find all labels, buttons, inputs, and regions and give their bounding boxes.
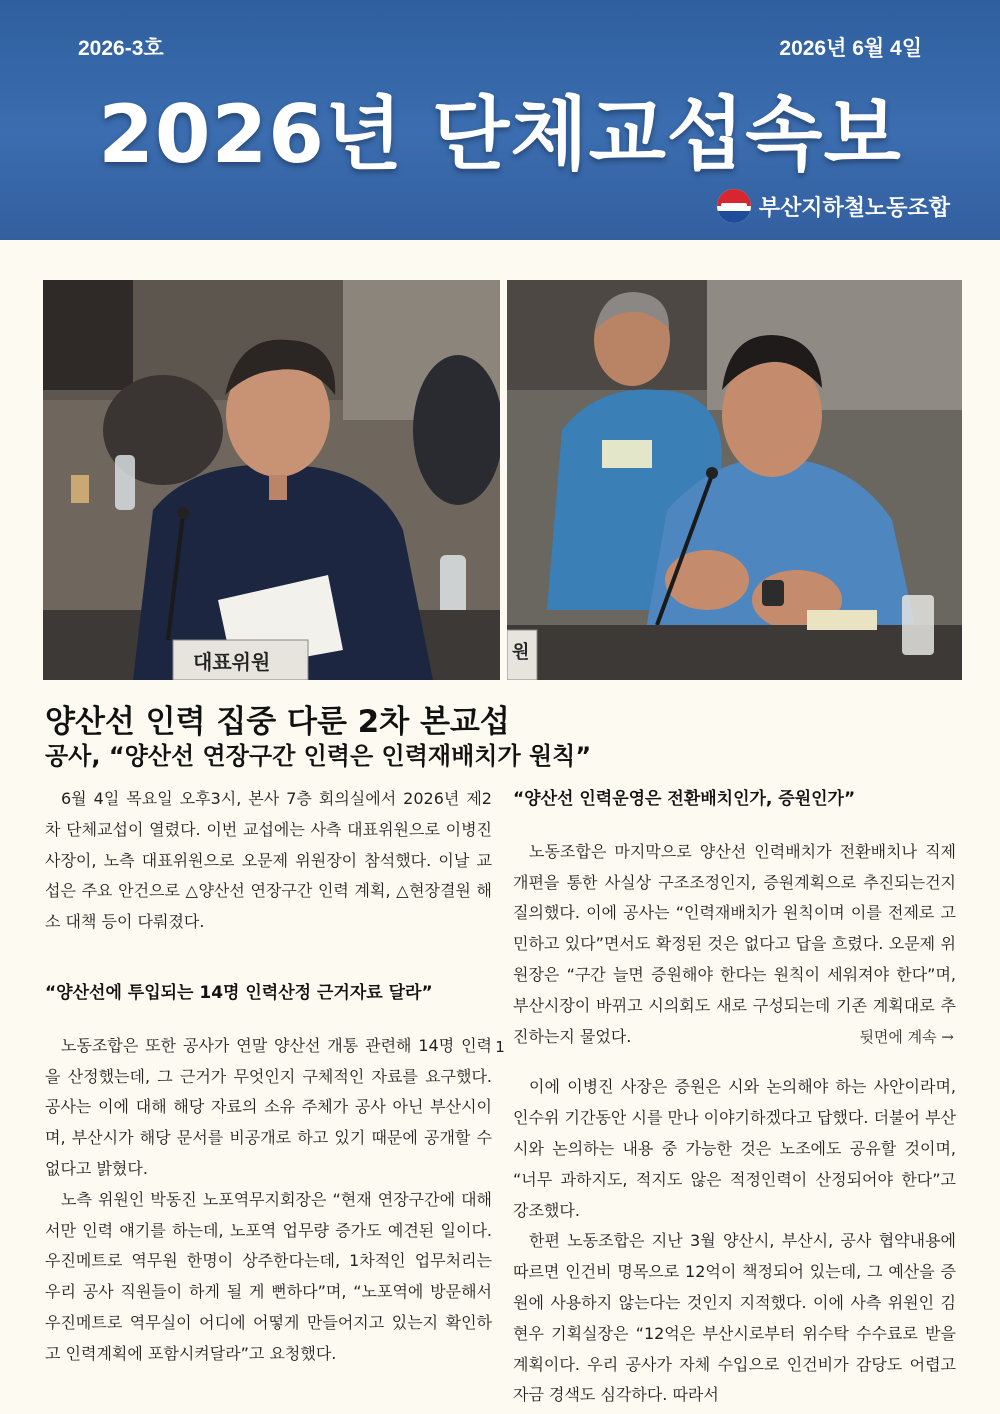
paragraph: 이에 이병진 사장은 증원은 시와 논의해야 하는 사안이라며, 인수위 기간동안 시를 만나 이야기하겠다고 답했다. 더불어 부산시와 논의하는 내용 중 가능한 것은 노조에도 공유할 것이며, “너무 과하지도, 적지도 않은 적정인력이 산정되어야 한다”고 강조했다. xyxy=(513,1077,956,1220)
section-heading-personnel-basis: “양산선에 투입되는 14명 인력산정 근거자료 달라” xyxy=(45,982,433,1003)
article-subheadline: 공사, “양산선 연장구간 인력은 인력재배치가 원칙” xyxy=(45,742,592,770)
photo-management-representative xyxy=(43,280,500,680)
paragraph: 노측 위원인 박동진 노포역무지회장은 “현재 연장구간에 대해서만 인력 얘기를 하는데, 노포역 업무량 증가도 예견된 일이다. 우진메트로 역무원 한명이 상주한다는데, 1차적인 업무처리는 우리 공사 직원들이 하게 될 게 뻔하다”며, “노포역에 방문해서 우진메트로 역무실이 어디에 어떻게 만들어지고 있는지 확인하고 인력계획에 포함시켜달라”고 요청했다. xyxy=(45,1189,492,1363)
page-number: 1 xyxy=(495,1038,505,1056)
bulletin-title: 2026년 단체교섭속보 xyxy=(98,88,902,181)
section-heading-staffing-policy: “양산선 인력운영은 전환배치인가, 증원인가” xyxy=(513,789,856,809)
paragraph: 한편 노동조합은 지난 3월 양산시, 부산시, 공사 협약내용에 따르면 인건비 명목으로 12억이 책정되어 있는데, 그 예산을 증원에 사용하지 않는다는 것인지 지적했다. 이에 사측 위원인 김현우 기획실장은 “12억은 부산시로부터 위수탁 수수료로 받을 계획이다. 우리 공사가 자체 수입으로 인건비가 감당도 어렵고 자금 경색도 심각하다. 따라서 xyxy=(513,1231,956,1405)
issue-number: 2026-3호 xyxy=(78,37,164,60)
article-column-left xyxy=(45,784,492,1370)
intro-paragraph: 6월 4일 목요일 오후3시, 본사 7층 회의실에서 2026년 제2차 단체교섭이 열렸다. 이번 교섭에는 사측 대표위원으로 이병진 사장이, 노측 대표위원으로 오문제 위원장이 참석했다. 이날 교섭은 주요 안건으로 △양산선 연장구간 인력 계획, △현장결원 해소 대책 등이 다뤄졌다. xyxy=(45,789,492,932)
union-logo-icon xyxy=(717,189,751,223)
nameplate-right: 원 xyxy=(512,642,530,663)
union-brand xyxy=(717,186,950,226)
article-headline: 양산선 인력 집중 다룬 2차 본교섭 xyxy=(45,704,510,740)
union-name: 부산지하철노동조합 xyxy=(758,195,950,221)
paragraph: 노동조합은 마지막으로 양산선 인력배치가 전환배치나 직제개편을 통한 사실상 구조조정인지, 증원계획으로 추진되는건지 질의했다. 이에 공사는 “인력재배치가 원칙이며 이를 전제로 고민하고 있다”면서도 확정된 것은 없다고 답을 흐렸다. 오문제 위원장은 “구간 늘면 증원해야 한다는 원칙이 세워져야 한다”며, 부산시장이 바뀌고 시의회도 새로 구성되는데 기존 계획대로 추진하는지 물었다. xyxy=(513,841,956,1046)
continued-on-back: 뒷면에 계속 → xyxy=(859,1028,954,1046)
paragraph: 노동조합은 또한 공사가 연말 양산선 개통 관련해 14명 인력을 산정했는데, 그 근거가 무엇인지 구체적인 자료를 요구했다. 공사는 이에 대해 해당 자료의 소유 주체가 공사 아닌 부산시이며, 부산시가 해당 문서를 비공개로 하고 있기 때문에 공개할 수 없다고 밝혔다. xyxy=(45,1035,492,1178)
issue-date: 2026년 6월 4일 xyxy=(779,37,922,60)
photo-union-member xyxy=(507,280,962,680)
masthead xyxy=(0,0,1000,240)
article-column-right xyxy=(513,784,956,1411)
nameplate-left: 대표위원 xyxy=(193,650,271,674)
